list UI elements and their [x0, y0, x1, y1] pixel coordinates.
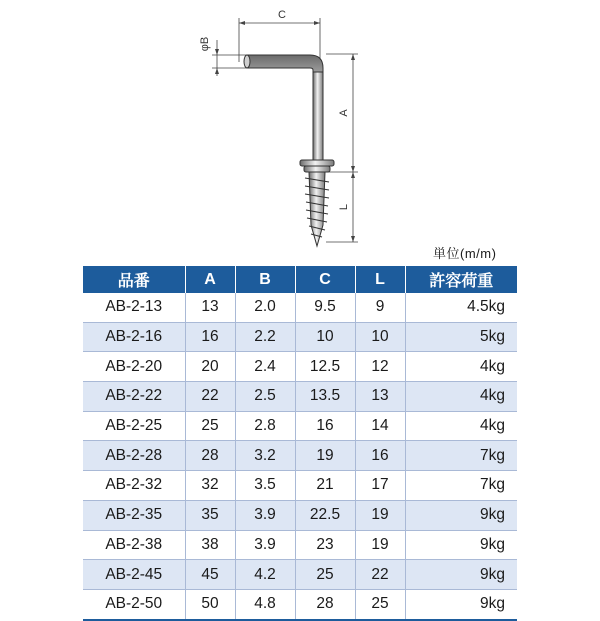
cell-c: 16: [295, 411, 355, 441]
cell-a: 50: [185, 589, 235, 619]
cell-a: 32: [185, 471, 235, 501]
cell-allowable-load: 4kg: [405, 352, 517, 382]
cell-l: 22: [355, 560, 405, 590]
cell-part-number: AB-2-16: [83, 322, 185, 352]
cell-part-number: AB-2-38: [83, 530, 185, 560]
cell-allowable-load: 4.5kg: [405, 293, 517, 322]
table-header-row: [83, 266, 517, 293]
table-row: [83, 589, 517, 619]
cell-c: 21: [295, 471, 355, 501]
table-row: [83, 352, 517, 382]
table-row: [83, 322, 517, 352]
cell-c: 12.5: [295, 352, 355, 382]
cell-part-number: AB-2-50: [83, 589, 185, 619]
cell-c: 9.5: [295, 293, 355, 322]
cell-part-number: AB-2-20: [83, 352, 185, 382]
dim-c-label: C: [278, 9, 286, 21]
cell-b: 2.4: [235, 352, 295, 382]
table-row: [83, 411, 517, 441]
cell-allowable-load: 4kg: [405, 382, 517, 412]
cell-a: 45: [185, 560, 235, 590]
cell-b: 3.9: [235, 500, 295, 530]
cell-l: 14: [355, 411, 405, 441]
cell-part-number: AB-2-35: [83, 500, 185, 530]
dim-a-label: A: [338, 109, 350, 117]
header-b: B: [235, 266, 295, 293]
cell-l: 25: [355, 589, 405, 619]
cell-allowable-load: 5kg: [405, 322, 517, 352]
cell-l: 19: [355, 500, 405, 530]
cell-b: 2.8: [235, 411, 295, 441]
table-row: [83, 382, 517, 412]
cell-b: 2.0: [235, 293, 295, 322]
cell-l: 19: [355, 530, 405, 560]
cell-part-number: AB-2-25: [83, 411, 185, 441]
spec-table: [83, 266, 517, 621]
cell-l: 16: [355, 441, 405, 471]
cell-allowable-load: 9kg: [405, 500, 517, 530]
table-row: [83, 471, 517, 501]
header-a: A: [185, 266, 235, 293]
cell-a: 35: [185, 500, 235, 530]
cell-a: 25: [185, 411, 235, 441]
cell-c: 25: [295, 560, 355, 590]
cell-a: 20: [185, 352, 235, 382]
cell-b: 4.2: [235, 560, 295, 590]
cell-c: 23: [295, 530, 355, 560]
cell-part-number: AB-2-45: [83, 560, 185, 590]
cell-a: 13: [185, 293, 235, 322]
table-row: [83, 560, 517, 590]
cell-allowable-load: 7kg: [405, 471, 517, 501]
dimension-lines: [212, 18, 358, 242]
cell-b: 2.5: [235, 382, 295, 412]
cell-part-number: AB-2-22: [83, 382, 185, 412]
hook-shape: [244, 55, 334, 246]
cell-c: 13.5: [295, 382, 355, 412]
cell-l: 9: [355, 293, 405, 322]
cell-a: 38: [185, 530, 235, 560]
table-row: [83, 293, 517, 322]
cell-a: 16: [185, 322, 235, 352]
cell-b: 3.5: [235, 471, 295, 501]
header-c: C: [295, 266, 355, 293]
cell-part-number: AB-2-13: [83, 293, 185, 322]
cell-l: 17: [355, 471, 405, 501]
cell-allowable-load: 9kg: [405, 589, 517, 619]
cell-part-number: AB-2-32: [83, 471, 185, 501]
cell-b: 3.2: [235, 441, 295, 471]
table-row: [83, 441, 517, 471]
dim-l-label: L: [338, 203, 350, 211]
cell-allowable-load: 9kg: [405, 530, 517, 560]
unit-label: 単位(m/m): [433, 246, 497, 261]
header-l: L: [355, 266, 405, 293]
cell-b: 3.9: [235, 530, 295, 560]
cell-l: 10: [355, 322, 405, 352]
header-allowable-load: 許容荷重: [405, 266, 517, 293]
cell-c: 19: [295, 441, 355, 471]
cell-allowable-load: 4kg: [405, 411, 517, 441]
cell-a: 28: [185, 441, 235, 471]
cell-allowable-load: 9kg: [405, 560, 517, 590]
cell-part-number: AB-2-28: [83, 441, 185, 471]
cell-c: 22.5: [295, 500, 355, 530]
cell-l: 13: [355, 382, 405, 412]
cell-allowable-load: 7kg: [405, 441, 517, 471]
cell-b: 2.2: [235, 322, 295, 352]
cell-l: 12: [355, 352, 405, 382]
header-part-number: 品番: [83, 266, 185, 293]
table-row: [83, 500, 517, 530]
cell-b: 4.8: [235, 589, 295, 619]
cell-c: 10: [295, 322, 355, 352]
hook-dimension-diagram: [0, 0, 600, 260]
table-row: [83, 530, 517, 560]
cell-a: 22: [185, 382, 235, 412]
cell-c: 28: [295, 589, 355, 619]
dim-phi-b-label: φB: [199, 36, 211, 52]
